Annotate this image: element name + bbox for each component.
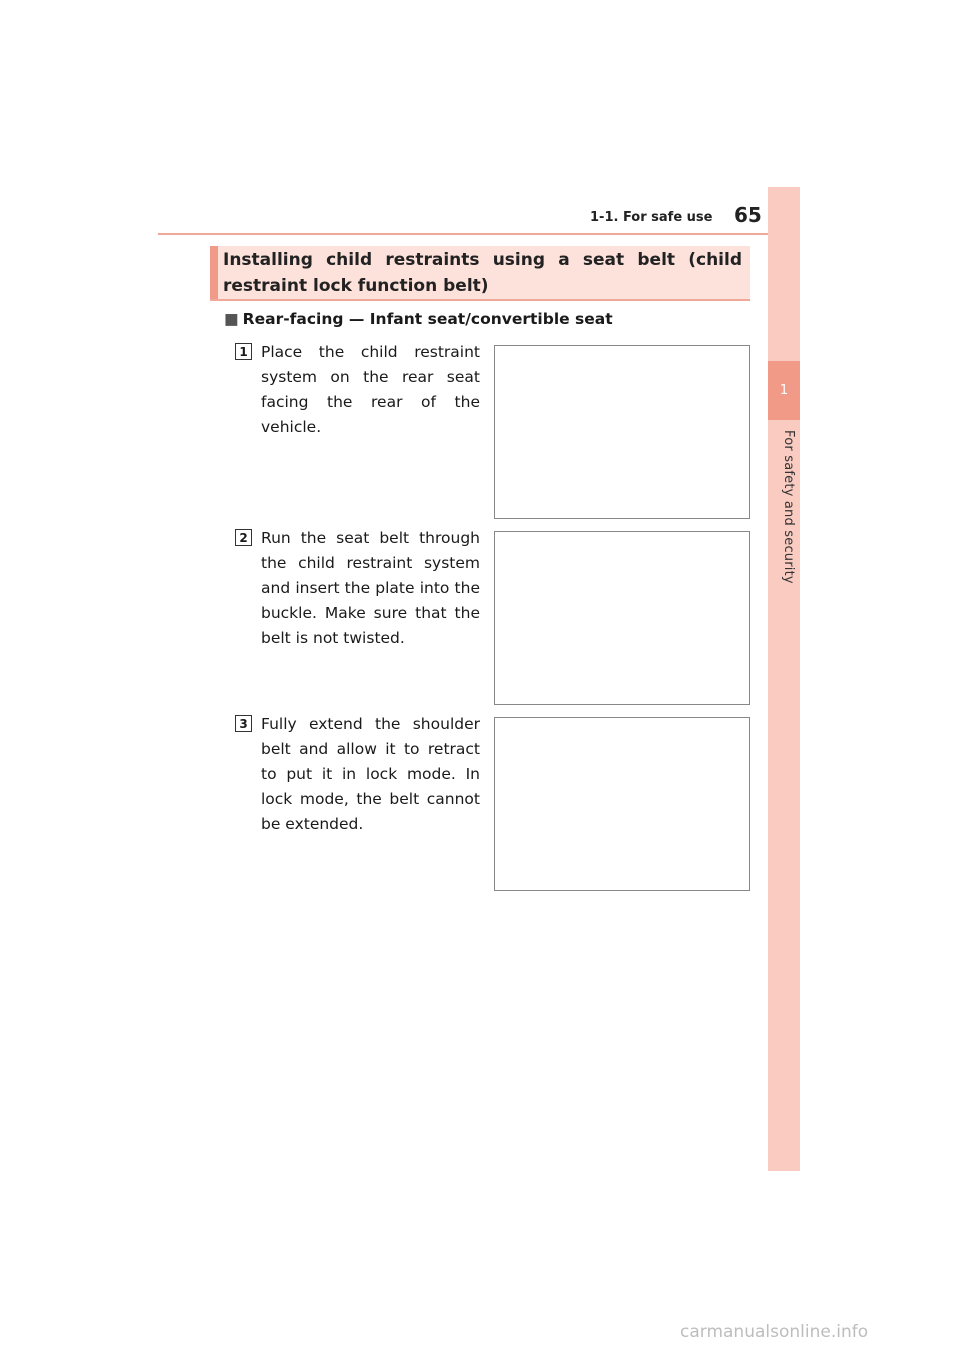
section-title-box (210, 246, 750, 301)
chapter-side-tab (768, 187, 800, 1171)
watermark: carmanualsonline.info (680, 1322, 869, 1342)
running-header-section: 1-1. For safe use (590, 210, 713, 225)
step-text-1: Place the child restraint system on the rear seat facing the rear of the vehicle. (261, 343, 480, 436)
page-number: 65 (734, 203, 762, 227)
step-illustration-1 (494, 345, 750, 519)
section-title: Installing child restraints using a seat belt (child restraint lock function belt) (223, 249, 742, 296)
subheading-text: Rear-facing — Infant seat/convertible seat (242, 310, 613, 328)
header-rule (158, 233, 800, 235)
subheading (224, 310, 613, 328)
title-accent-bar (210, 246, 218, 299)
step-number-1: 1 (235, 343, 252, 360)
step-text-2: Run the seat belt through the child restraint system and insert the plate into the buckle. Make sure that the belt is not twisted. (261, 529, 480, 647)
chapter-title-tab: For safety and security (781, 430, 796, 584)
step-text-3: Fully extend the shoulder belt and allow it to retract to put it in lock mode. In lock mode, the belt cannot be extended. (261, 715, 480, 833)
square-bullet-icon: ■ (224, 310, 239, 328)
chapter-number-tab: 1 (768, 361, 800, 420)
step-illustration-2 (494, 531, 750, 705)
step-illustration-3 (494, 717, 750, 891)
step-number-3: 3 (235, 715, 252, 732)
step-number-2: 2 (235, 529, 252, 546)
